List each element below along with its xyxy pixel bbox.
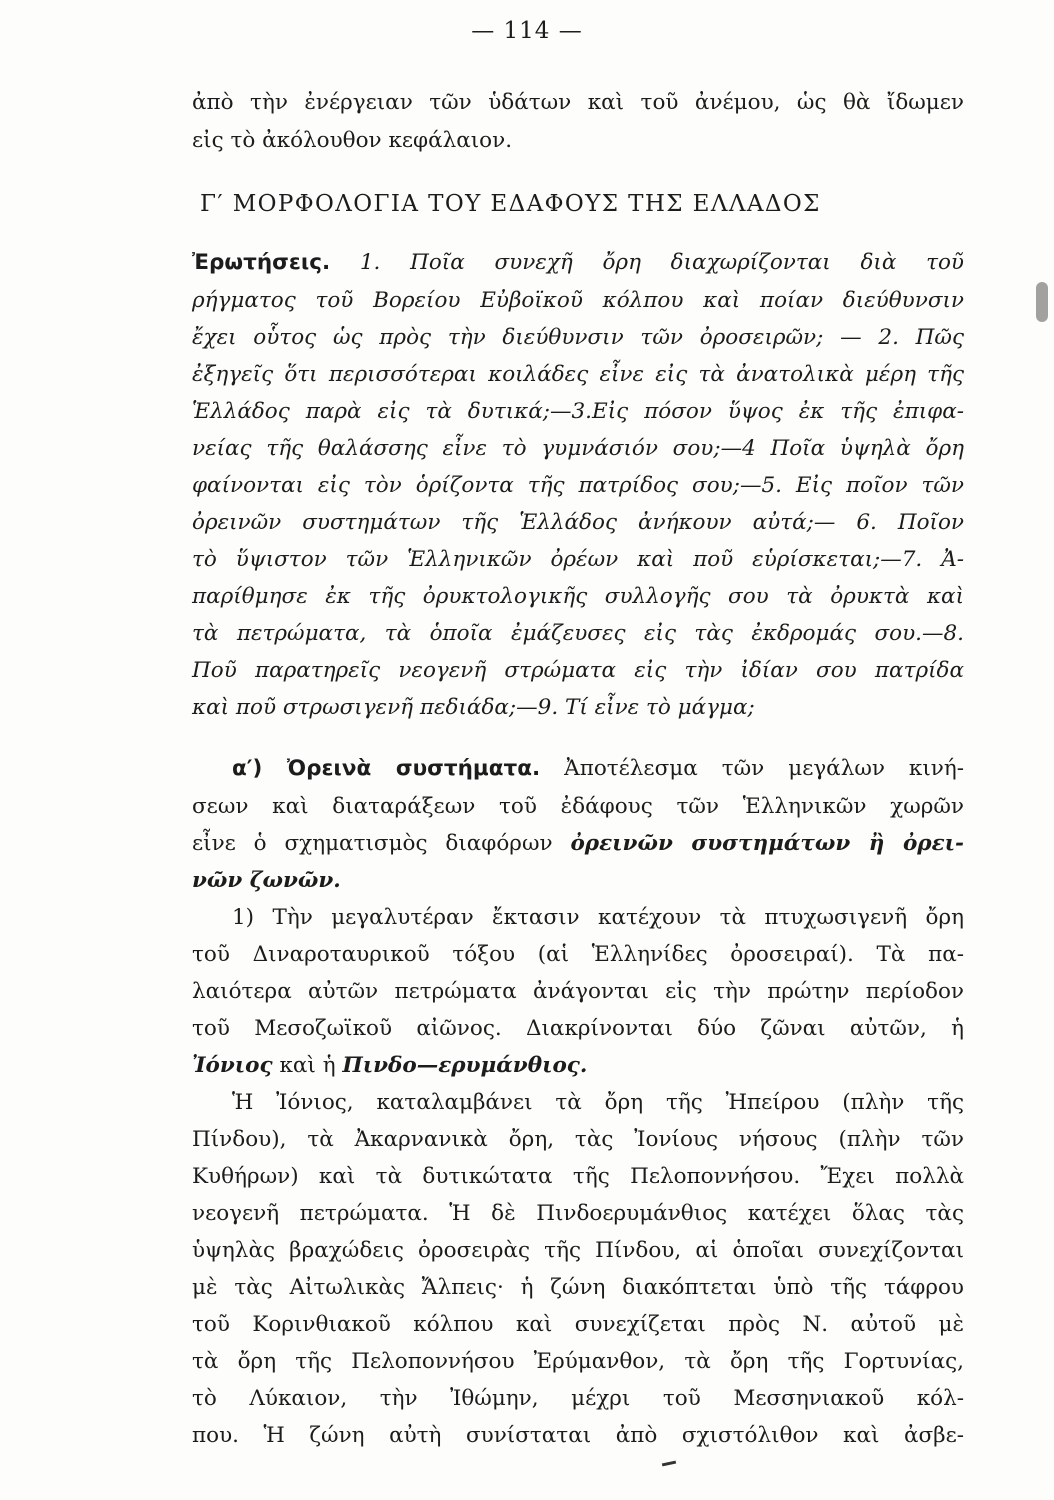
questions-line-9: τὸ ὕψιστον τῶν Ἑλληνικῶν ὀρέων καὶ ποῦ εὑρίσκεται;—7. Ἀ- <box>192 547 964 572</box>
questions-line-4: ἐξηγεῖς ὅτι περισσότεραι κοιλάδες εἶνε εἰς τὰ ἀνατολικὰ μέρη τῆς <box>192 362 964 387</box>
questions-text-1: 1. Ποῖα συνεχῆ ὄρη διαχωρίζονται διὰ τοῦ <box>359 250 964 275</box>
term-ionian: Ἰόνιος <box>192 1053 273 1078</box>
paragraph2-line-8: τὰ ὄρη τῆς Πελοποννήσου Ἐρύμανθον, τὰ ὄρη τῆς Γορτυνίας, <box>192 1349 964 1374</box>
questions-line-2: ρήγματος τοῦ Βορείου Εὐβοϊκοῦ κόλπου καὶ ποίαν διεύθυνσιν <box>192 288 964 313</box>
paragraph2-line-4: νεογενῆ πετρώματα. Ἡ δὲ Πινδοερυμάνθιος κατέχει ὅλας τὰς <box>192 1201 964 1226</box>
intro-line-1: ἀπὸ τὴν ἐνέργειαν τῶν ὑδάτων καὶ τοῦ ἀνέμου, ὡς θὰ ἴδωμεν <box>192 90 964 115</box>
questions-line-10: παρίθμησε ἐκ τῆς ὀρυκτολογικῆς συλλογῆς σου τὰ ὀρυκτὰ καὶ <box>192 584 964 609</box>
scan-margin-mark <box>1036 282 1048 322</box>
questions-line-1 <box>192 246 964 280</box>
questions-line-3: ἔχει οὗτος ὡς πρὸς τὴν διεύθυνσιν τῶν ὀροσειρῶν; — 2. Πῶς <box>192 325 964 350</box>
subsection-label: α′) Ὀρεινὰ συστήματα. <box>232 756 541 781</box>
paragraph2-line-6: μὲ τὰς Αἰτωλικὰς Ἄλπεις· ἡ ζώνη διακόπτεται ὑπὸ τῆς τάφρου <box>192 1275 964 1300</box>
questions-line-11: τὰ πετρώματα, τὰ ὁποῖα ἐμάζευσες εἰς τὰς ἐκδρομάς σου.—8. <box>192 621 964 646</box>
paragraph2-line-7: τοῦ Κορινθιακοῦ κόλπου καὶ συνεχίζεται πρὸς Ν. αὐτοῦ μὲ <box>192 1312 964 1337</box>
paragraph2-line-10: που. Ἡ ζώνη αὐτὴ συνίσταται ἀπὸ σχιστόλιθον καὶ ἀσβε- <box>192 1423 964 1448</box>
page-number: — 114 — <box>471 18 583 44</box>
questions-line-13: καὶ ποῦ στρωσιγενῆ πεδιάδα;—9. Τί εἶνε τὸ μάγμα; <box>192 695 755 720</box>
intro-line-2: εἰς τὸ ἀκόλουθον κεφάλαιον. <box>192 128 513 153</box>
subsection-text-3a: εἶνε ὁ σχηματισμὸς διαφόρων <box>192 831 553 856</box>
subsection-line-4: νῶν ζωνῶν. <box>192 868 341 893</box>
subsection-term: ὀρεινῶν συστημάτων ἢ ὀρει- <box>570 831 964 856</box>
scan-speck <box>662 1461 676 1467</box>
paragraph2-line-2: Πίνδου), τὰ Ἀκαρνανικὰ ὄρη, τὰς Ἰονίους νήσους (πλὴν τῶν <box>192 1127 964 1152</box>
questions-line-7: φαίνονται εἰς τὸν ὁρίζοντα τῆς πατρίδος σου;—5. Εἰς ποῖον τῶν <box>192 473 964 498</box>
paragraph1-line-5 <box>192 1049 964 1083</box>
paragraph2-line-9: τὸ Λύκαιον, τὴν Ἰθώμην, μέχρι τοῦ Μεσσηνιακοῦ κόλ- <box>192 1386 964 1411</box>
subsection-line-2: σεων καὶ διαταράξεων τοῦ ἐδάφους τῶν Ἑλληνικῶν χωρῶν <box>192 794 964 819</box>
paragraph2-line-5: ὑψηλὰς βραχώδεις ὀροσειρὰς τῆς Πίνδου, αἱ ὁποῖαι συνεχίζονται <box>192 1238 964 1263</box>
paragraph1-line-2: τοῦ Διναροταυρικοῦ τόξου (αἱ Ἑλληνίδες ὀροσειραί). Τὰ πα- <box>192 942 964 967</box>
paragraph1-line-1: 1) Τὴν μεγαλυτέραν ἔκτασιν κατέχουν τὰ πτυχωσιγενῆ ὄρη <box>232 905 964 930</box>
paragraph2-line-3: Κυθήρων) καὶ τὰ δυτικώτατα τῆς Πελοποννήσου. Ἔχει πολλὰ <box>192 1164 964 1189</box>
section-heading: Γ′ ΜΟΡΦΟΛΟΓΙΑ ΤΟΥ ΕΔΑΦΟΥΣ ΤΗΣ ΕΛΛΑΔΟΣ <box>200 191 821 217</box>
questions-line-12: Ποῦ παρατηρεῖς νεογενῆ στρώματα εἰς τὴν ἰδίαν σου πατρίδα <box>192 658 964 683</box>
subsection-text-1: Ἀποτέλεσμα τῶν μεγάλων κινή- <box>564 756 965 781</box>
questions-line-5: Ἑλλάδος παρὰ εἰς τὰ δυτικά;—3.Εἰς πόσον ὕψος ἐκ τῆς ἐπιφα- <box>192 399 964 424</box>
questions-line-6: νείας τῆς θαλάσσης εἶνε τὸ γυμνάσιόν σου;—4 Ποῖα ὑψηλὰ ὄρη <box>192 436 964 461</box>
paragraph1-line-3: λαιότερα αὐτῶν πετρώματα ἀνάγονται εἰς τὴν πρώτην περίοδον <box>192 979 964 1004</box>
term-pindus-erymanthian: Πινδο—ερυμάνθιος. <box>342 1053 588 1078</box>
paragraph2-line-1: Ἡ Ἰόνιος, καταλαμβάνει τὰ ὄρη τῆς Ἠπείρου (πλὴν τῆς <box>232 1090 964 1115</box>
paragraph1-text-5b: καὶ ἡ <box>279 1053 336 1078</box>
subsection-line-3 <box>192 827 964 861</box>
subsection-line-1 <box>232 752 964 786</box>
questions-line-8: ὀρεινῶν συστημάτων τῆς Ἑλλάδος ἀνήκουν αὐτά;— 6. Ποῖον <box>192 510 964 535</box>
paragraph1-line-4: τοῦ Μεσοζωϊκοῦ αἰῶνος. Διακρίνονται δύο ζῶναι αὐτῶν, ἡ <box>192 1016 964 1041</box>
questions-label: Ἐρωτήσεις. <box>192 250 331 275</box>
